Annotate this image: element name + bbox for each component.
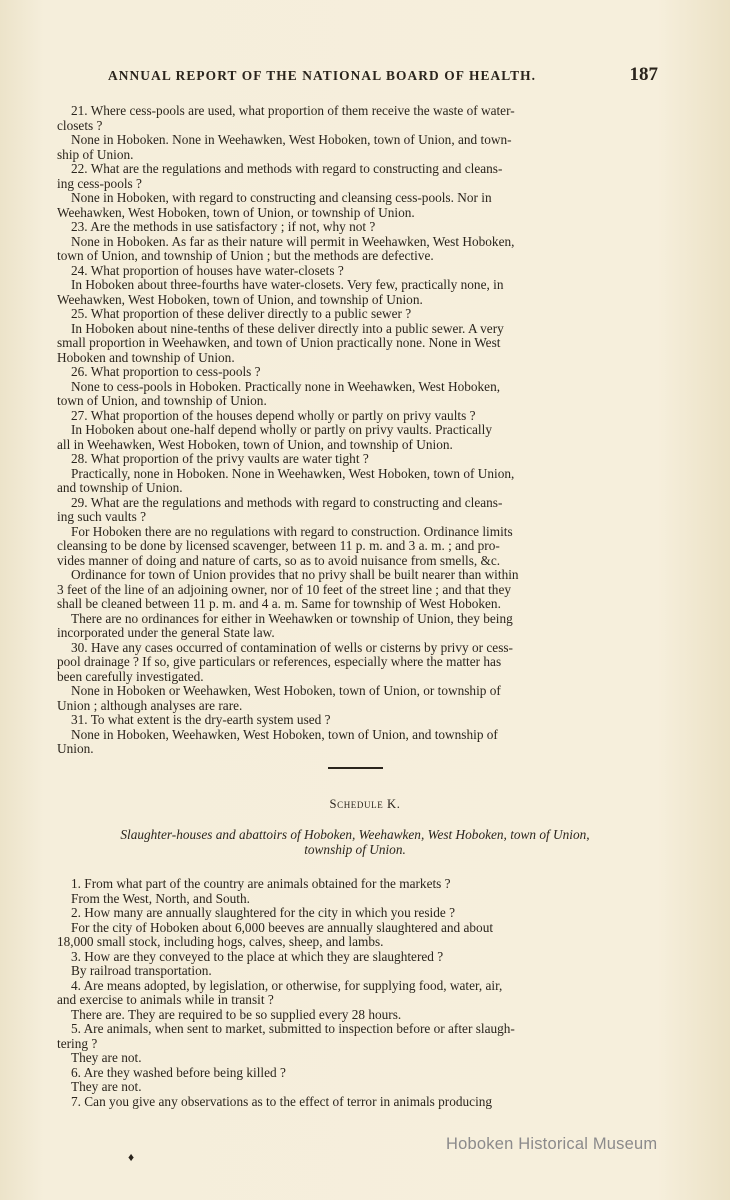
text-line: 3. How are they conveyed to the place at which they are slaughtered ?: [71, 948, 444, 964]
text-line: Union.: [57, 741, 94, 756]
text-line: For the city of Hoboken about 6,000 beeves are annually slaughtered and about: [71, 919, 494, 935]
text-line: In Hoboken about nine-tenths of these deliver directly into a public sewer. A very: [71, 320, 504, 336]
text-line: Ordinance for town of Union provides that no privy shall be built nearer than within: [71, 567, 519, 582]
text-line: None in Hoboken or Weehawken, West Hoboken, town of Union, or township of: [71, 683, 501, 698]
text-line: There are. They are required to be so supplied every 28 hours.: [71, 1006, 402, 1022]
text-line: 31. To what extent is the dry-earth system used ?: [71, 712, 331, 727]
text-line: all in Weehawken, West Hoboken, town of Union, and township of Union.: [57, 436, 453, 452]
text-line: 2. How many are annually slaughtered for the city in which you reside ?: [71, 905, 456, 920]
text-line: and township of Union.: [57, 480, 183, 495]
text-line: 7. Can you give any observations as to the effect of terror in animals producing: [71, 1093, 493, 1109]
text-line: None to cess-pools in Hoboken. Practically none in Weehawken, West Hoboken,: [71, 378, 501, 394]
text-line: By railroad transportation.: [71, 963, 212, 978]
text-line: There are no ordinances for either in Weehawken or township of Union, they being: [71, 610, 513, 626]
text-line: pool drainage ? If so, give particulars or references, especially where the matter has: [57, 654, 502, 669]
text-line: 21. Where cess-pools are used, what proportion of them receive the waste of water-: [71, 103, 515, 118]
text-line: None in Hoboken. None in Weehawken, West Hoboken, town of Union, and town-: [71, 132, 512, 147]
running-header: [58, 64, 658, 86]
text-line: ship of Union.: [57, 146, 134, 162]
schedule-heading: [0, 797, 730, 812]
text-line: closets ?: [57, 117, 103, 133]
text-line: 1. From what part of the country are animals obtained for the markets ?: [71, 876, 451, 891]
text-line: 29. What are the regulations and methods with regard to constructing and cleans-: [71, 494, 503, 510]
text-line: 3 feet of the line of an adjoining owner, nor of 10 feet of the street line ; and that they: [57, 581, 511, 597]
text-line: ing such vaults ?: [57, 509, 147, 524]
running-title: ANNUAL REPORT OF THE NATIONAL BOARD OF HEALTH.: [108, 68, 537, 83]
text-line: 28. What proportion of the privy vaults are water tight ?: [71, 451, 369, 466]
section-divider-rule: [328, 767, 383, 769]
text-line: 30. Have any cases occurred of contamination of wells or cisterns by privy or cess-: [71, 639, 513, 655]
text-line: 6. Are they washed before being killed ?: [71, 1064, 286, 1080]
questions-section-1: [57, 104, 653, 757]
schedule-heading-text: Schedule K.: [329, 797, 401, 811]
text-line: shall be cleaned between 11 p. m. and 4 a. m. Same for township of West Hoboken.: [57, 596, 501, 611]
text-line: tering ?: [57, 1035, 98, 1051]
text-line: Practically, none in Hoboken. None in Weehawken, West Hoboken, town of Union,: [71, 465, 515, 481]
text-line: 25. What proportion of these deliver directly to a public sewer ?: [71, 306, 412, 321]
text-line: 24. What proportion of houses have water-closets ?: [71, 262, 344, 278]
text-line: Hoboken and township of Union.: [57, 349, 235, 365]
text-line: 23. Are the methods in use satisfactory ; if not, why not ?: [71, 219, 376, 234]
text-line: incorporated under the general State law.: [57, 625, 275, 640]
text-line: Weehawken, West Hoboken, town of Union, and township of Union.: [57, 291, 423, 307]
text-line: 22. What are the regulations and methods with regard to constructing and cleans-: [71, 161, 503, 176]
text-line: Weehawken, West Hoboken, town of Union, or township of Union.: [57, 204, 415, 220]
text-line: They are not.: [71, 1079, 142, 1094]
text-line: small proportion in Weehawken, and town of Union practically none. None in West: [57, 335, 501, 350]
text-line: None in Hoboken. As far as their nature will permit in Weehawken, West Hoboken,: [71, 233, 515, 249]
text-line: Union ; although analyses are rare.: [57, 697, 243, 713]
text-line: 26. What proportion to cess-pools ?: [71, 364, 261, 379]
text-line: 5. Are animals, when sent to market, submitted to inspection before or after slaugh-: [71, 1021, 515, 1036]
text-line: None in Hoboken, with regard to constructing and cleansing cess-pools. Nor in: [71, 190, 492, 205]
text-line: vides manner of doing and nature of carts, so as to avoid nuisance from smells, &c.: [57, 552, 501, 568]
text-line: For Hoboken there are no regulations with regard to construction. Ordinance limits: [71, 523, 513, 539]
text-line: ing cess-pools ?: [57, 175, 142, 191]
schedule-subtitle-line: township of Union.: [304, 841, 406, 857]
text-line: From the West, North, and South.: [71, 890, 250, 906]
text-line: In Hoboken about one-half depend wholly or partly on privy vaults. Practically: [71, 422, 492, 437]
text-line: town of Union, and township of Union.: [57, 393, 267, 408]
text-line: They are not.: [71, 1050, 142, 1065]
questions-section-2: [57, 877, 653, 1109]
museum-watermark: Hoboken Historical Museum: [446, 1135, 658, 1153]
text-line: cleansing to be done by licensed scavenger, between 11 p. m. and 3 a. m. ; and pro-: [57, 538, 500, 553]
text-line: and exercise to animals while in transit ?: [57, 992, 274, 1007]
schedule-subtitle-line: Slaughter-houses and abattoirs of Hoboken, Weehawken, West Hoboken, town of Union,: [120, 827, 590, 842]
text-line: 27. What proportion of the houses depend wholly or partly on privy vaults ?: [71, 407, 476, 423]
text-line: been carefully investigated.: [57, 668, 204, 684]
text-line: In Hoboken about three-fourths have water-closets. Very few, practically none, in: [71, 277, 504, 292]
text-line: 4. Are means adopted, by legislation, or otherwise, for supplying food, water, air,: [71, 977, 503, 993]
schedule-subtitle: [57, 827, 653, 856]
page-number: 187: [629, 64, 658, 85]
text-line: None in Hoboken, Weehawken, West Hoboken, town of Union, and township of: [71, 726, 498, 742]
text-line: 18,000 small stock, including hogs, calves, sheep, and lambs.: [57, 934, 384, 949]
text-line: town of Union, and township of Union ; but the methods are defective.: [57, 248, 434, 263]
ink-speck-mark: ♦: [128, 1150, 135, 1164]
